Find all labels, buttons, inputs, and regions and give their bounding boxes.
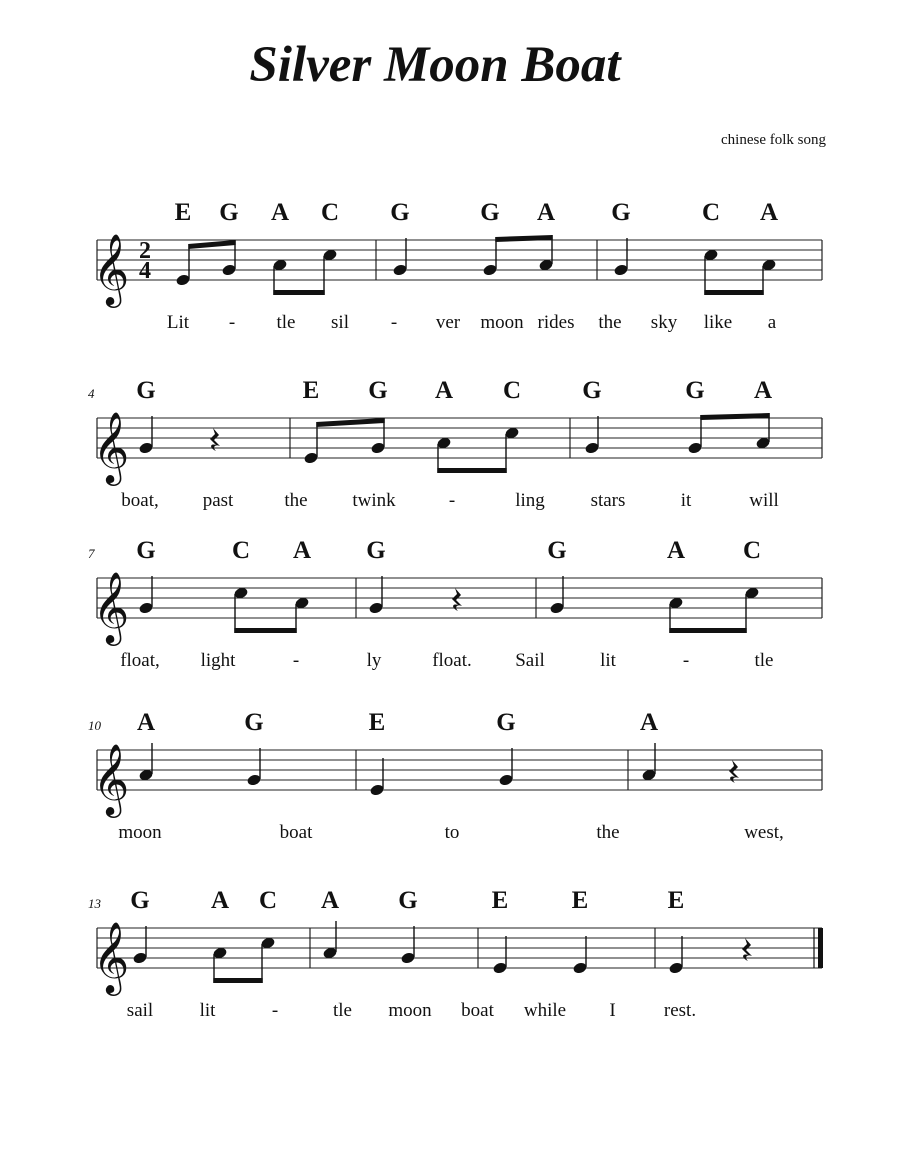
lyric: rides xyxy=(537,312,575,333)
lyric: boat, xyxy=(121,490,159,511)
note-letter-E: E xyxy=(368,709,386,736)
lyric: will xyxy=(749,490,779,511)
measure-number: 4 xyxy=(88,386,95,401)
composer-credit: chinese folk song xyxy=(721,132,826,148)
lyric: - xyxy=(292,650,300,671)
beam xyxy=(316,418,384,427)
lyric: - xyxy=(271,1000,279,1021)
lyric: - xyxy=(390,312,398,333)
lyric: stars xyxy=(590,490,626,511)
note-letter-A: A xyxy=(320,887,340,914)
note-letter-G: G xyxy=(480,199,500,226)
lyric: moon xyxy=(480,312,524,333)
lyric: while xyxy=(523,1000,567,1021)
note-letter-A: A xyxy=(639,709,659,736)
beam xyxy=(273,290,324,295)
lyric: west, xyxy=(744,822,784,843)
note-letter-C: C xyxy=(742,537,762,564)
note-letter-G: G xyxy=(390,199,410,226)
lyric: sail xyxy=(126,1000,154,1021)
lyric: tle xyxy=(333,1000,352,1021)
note-letter-A: A xyxy=(759,199,779,226)
note-letter-E: E xyxy=(491,887,509,914)
lyric: the xyxy=(596,822,620,843)
note-letter-E: E xyxy=(174,199,192,226)
lyric: ly xyxy=(366,650,382,671)
lyric: rest. xyxy=(663,1000,697,1021)
time-signature-top: 2 xyxy=(139,238,151,264)
note-letter-A: A xyxy=(434,377,454,404)
lyric: moon xyxy=(118,822,162,843)
lyric: ver xyxy=(435,312,461,333)
note-letter-G: G xyxy=(130,887,150,914)
lyric: it xyxy=(680,490,692,511)
beam xyxy=(700,413,769,420)
note-letter-G: G xyxy=(368,377,388,404)
lyric: ling xyxy=(515,490,545,511)
lyric: boat xyxy=(279,822,313,843)
lyric: past xyxy=(202,490,234,511)
beam xyxy=(437,468,506,473)
treble-clef: 𝄞 xyxy=(92,574,130,642)
note-letter-G: G xyxy=(547,537,567,564)
note-letter-C: C xyxy=(258,887,278,914)
note-letter-A: A xyxy=(210,887,230,914)
note-letter-C: C xyxy=(502,377,522,404)
beam xyxy=(188,240,235,249)
beam xyxy=(669,628,746,633)
note-letter-A: A xyxy=(753,377,773,404)
note-letter-C: C xyxy=(231,537,251,564)
lyric: like xyxy=(703,312,733,333)
treble-clef: 𝄞 xyxy=(92,414,130,482)
note-letter-G: G xyxy=(219,199,239,226)
lyric: a xyxy=(767,312,777,333)
note-letter-G: G xyxy=(496,709,516,736)
lyric: - xyxy=(682,650,690,671)
lyric: boat xyxy=(461,1000,494,1021)
lyric: - xyxy=(448,490,456,511)
note-letter-A: A xyxy=(536,199,556,226)
lyric: to xyxy=(444,822,460,843)
song-title: Silver Moon Boat xyxy=(249,37,621,93)
note-letter-E: E xyxy=(667,887,685,914)
lyric: the xyxy=(284,490,308,511)
note-letter-G: G xyxy=(398,887,418,914)
treble-clef: 𝄞 xyxy=(92,236,130,304)
lyric: float. xyxy=(432,650,472,671)
note-letter-G: G xyxy=(136,377,156,404)
beam xyxy=(704,290,763,295)
note-letter-G: G xyxy=(611,199,631,226)
note-letter-A: A xyxy=(136,709,156,736)
treble-clef: 𝄞 xyxy=(92,746,130,814)
lyric: the xyxy=(598,312,622,333)
note-letter-A: A xyxy=(666,537,686,564)
lyric: I xyxy=(609,1000,616,1021)
lyric: moon xyxy=(388,1000,432,1021)
lyric: sky xyxy=(650,312,678,333)
lyric: lit xyxy=(600,650,616,671)
time-signature-bottom: 4 xyxy=(139,258,151,284)
staff-system xyxy=(97,418,822,458)
note-letter-G: G xyxy=(582,377,602,404)
lyric: twink xyxy=(352,490,396,511)
lyric: sil xyxy=(331,312,349,333)
note-letter-C: C xyxy=(320,199,340,226)
note-letter-E: E xyxy=(571,887,589,914)
beam xyxy=(213,978,262,983)
note-letter-C: C xyxy=(701,199,721,226)
beam xyxy=(234,628,296,633)
note-letter-G: G xyxy=(685,377,705,404)
lyric: lit xyxy=(199,1000,216,1021)
note-letter-A: A xyxy=(270,199,290,226)
measure-number: 7 xyxy=(88,546,95,561)
note-letter-A: A xyxy=(292,537,312,564)
note-letter-G: G xyxy=(136,537,156,564)
lyric: Lit xyxy=(166,312,190,333)
staff-system xyxy=(97,578,822,618)
treble-clef: 𝄞 xyxy=(92,924,130,992)
note-letter-E: E xyxy=(302,377,320,404)
note-letter-G: G xyxy=(244,709,264,736)
beam xyxy=(495,235,552,242)
lyric: light xyxy=(200,650,236,671)
lyric: float, xyxy=(120,650,160,671)
lyric: tle xyxy=(276,312,296,333)
lyric: - xyxy=(228,312,236,333)
staff-system xyxy=(97,928,823,968)
note-letter-G: G xyxy=(366,537,386,564)
measure-number: 13 xyxy=(88,896,101,911)
lyric: Sail xyxy=(515,650,545,671)
final-barline xyxy=(818,928,823,968)
measure-number: 10 xyxy=(88,718,101,733)
staff-system xyxy=(97,750,822,790)
lyric: tle xyxy=(754,650,774,671)
